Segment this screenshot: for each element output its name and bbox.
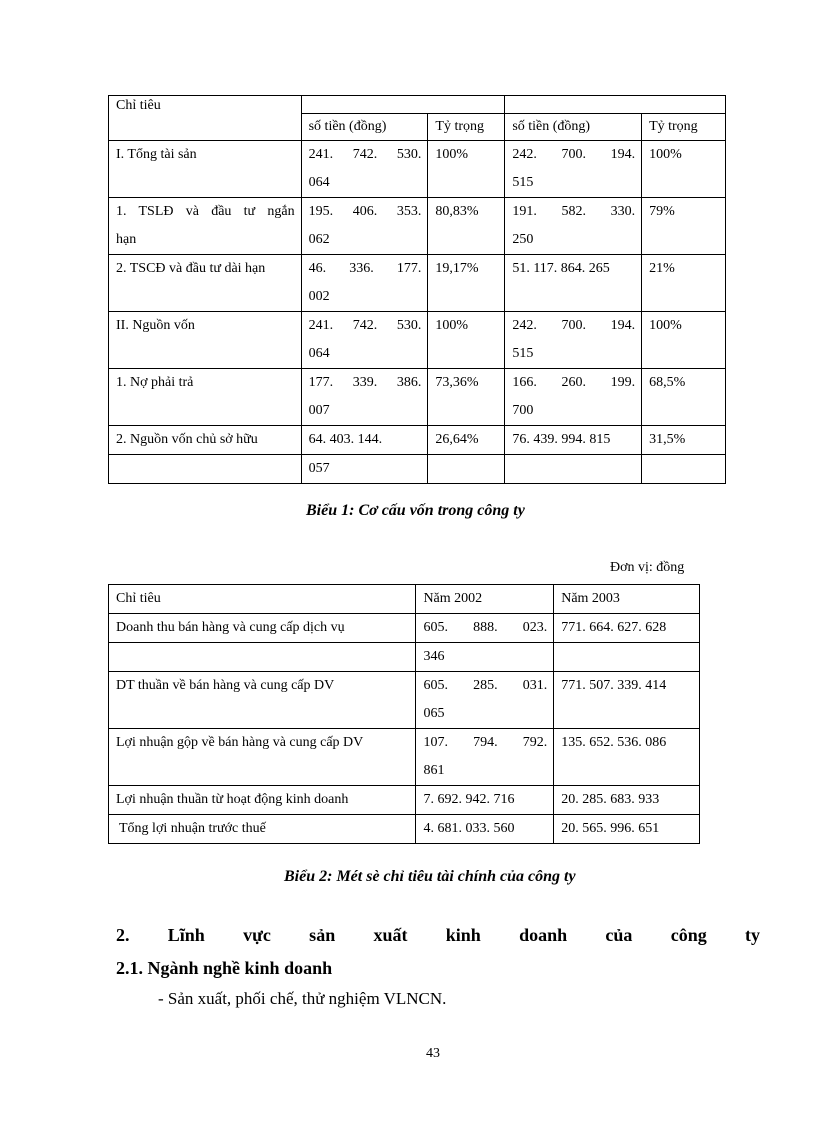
amount-line: 242. 700. 194. <box>512 318 636 333</box>
amount-cell <box>301 198 428 255</box>
empty-cell <box>428 455 505 484</box>
row-label: Tổng lợi nhuận trước thuế <box>109 815 416 844</box>
value-2003: 135. 652. 536. 086 <box>554 729 700 786</box>
value-2002: 4. 681. 033. 560 <box>416 815 554 844</box>
amount-line: 515 <box>512 346 534 361</box>
row-label: Doanh thu bán hàng và cung cấp dịch vụ <box>109 614 416 643</box>
row-label: II. Nguồn vốn <box>109 312 302 369</box>
value-2003: 20. 565. 996. 651 <box>554 815 700 844</box>
row-label-cell <box>109 198 302 255</box>
amount-line: 700 <box>512 403 534 418</box>
t1-col-ratio: Tỷ trọng <box>642 114 726 141</box>
amount-line: 515 <box>512 175 534 190</box>
amount-line: 107. 794. 792. <box>423 735 548 750</box>
table-row <box>109 643 700 672</box>
row-label: Lợi nhuận thuần từ hoạt động kinh doanh <box>109 786 416 815</box>
empty-cell <box>505 455 642 484</box>
t1-header-year2 <box>505 96 726 114</box>
amount-line: 007 <box>308 403 330 418</box>
row-label: 1. Nợ phải trả <box>109 369 302 426</box>
value-2002-cont: 346 <box>416 643 554 672</box>
amount-line: 241. 742. 530. <box>308 147 422 162</box>
empty-cell <box>554 643 700 672</box>
row-label: I. Tổng tài sản <box>109 141 302 198</box>
value-2003: 20. 285. 683. 933 <box>554 786 700 815</box>
row-label: DT thuần về bán hàng và cung cấp DV <box>109 672 416 729</box>
table-row <box>109 729 700 786</box>
ratio-cell: 79% <box>642 198 726 255</box>
value-2002 <box>416 729 554 786</box>
amount-cell: 76. 439. 994. 815 <box>505 426 642 455</box>
ratio-cell: 100% <box>428 312 505 369</box>
t1-col-amount: số tiền (đồng) <box>301 114 428 141</box>
value-2002 <box>416 672 554 729</box>
amount-cell <box>505 312 642 369</box>
page-number: 43 <box>426 1046 440 1061</box>
amount-line: 002 <box>308 289 330 304</box>
value-2002: 7. 692. 942. 716 <box>416 786 554 815</box>
ratio-cell: 100% <box>428 141 505 198</box>
amount-line: 177. 339. 386. <box>308 375 422 390</box>
empty-cell <box>642 455 726 484</box>
table-row <box>109 786 700 815</box>
amount-cell <box>505 369 642 426</box>
table-row <box>109 312 726 369</box>
caption-2: Biểu 2: Mét sè chỉ tiêu tài chính của công ty <box>284 868 576 885</box>
empty-cell <box>109 455 302 484</box>
amount-cell <box>505 141 642 198</box>
t2-col-2002: Năm 2002 <box>416 585 554 614</box>
value-2002: 605. 888. 023. <box>416 614 554 643</box>
capital-structure-table <box>108 95 726 484</box>
row-label: Lợi nhuận gộp về bán hàng và cung cấp DV <box>109 729 416 786</box>
t1-col-ratio: Tỷ trọng <box>428 114 505 141</box>
amount-cell <box>301 141 428 198</box>
amount-line: 064 <box>308 346 330 361</box>
section-heading: 2. Lĩnh vực sản xuất kinh doanh của công ty <box>116 925 760 945</box>
table-row <box>109 198 726 255</box>
ratio-cell: 73,36% <box>428 369 505 426</box>
ratio-cell: 26,64% <box>428 426 505 455</box>
ratio-cell: 80,83% <box>428 198 505 255</box>
amount-line: 065 <box>423 706 445 721</box>
amount-line: 241. 742. 530. <box>308 318 422 333</box>
amount-line: 46. 336. 177. <box>308 261 422 276</box>
amount-line: 861 <box>423 763 445 778</box>
t1-header-year1 <box>301 96 505 114</box>
ratio-cell: 31,5% <box>642 426 726 455</box>
row-label: hạn <box>116 232 137 247</box>
amount-cell <box>301 312 428 369</box>
caption-1: Biểu 1: Cơ cấu vốn trong công ty <box>306 502 525 519</box>
amount-cell: 057 <box>301 455 428 484</box>
table-row <box>109 255 726 312</box>
empty-cell <box>109 643 416 672</box>
table-row <box>109 141 726 198</box>
table-row <box>109 455 726 484</box>
t2-col-2003: Năm 2003 <box>554 585 700 614</box>
row-label: 2. Nguồn vốn chủ sở hữu <box>109 426 302 455</box>
amount-line: 250 <box>512 232 534 247</box>
amount-cell <box>301 369 428 426</box>
amount-cell <box>301 255 428 312</box>
row-label: 2. TSCĐ và đầu tư dài hạn <box>109 255 302 312</box>
value-2003: 771. 507. 339. 414 <box>554 672 700 729</box>
table-row <box>109 426 726 455</box>
amount-line: 605. 285. 031. <box>423 678 548 693</box>
table-row <box>109 614 700 643</box>
amount-line: 242. 700. 194. <box>512 147 636 162</box>
amount-line: 062 <box>308 232 330 247</box>
t1-header-label: Chỉ tiêu <box>109 96 302 141</box>
t1-col-amount: số tiền (đồng) <box>505 114 642 141</box>
subsection-heading: 2.1. Ngành nghề kinh doanh <box>116 958 333 978</box>
ratio-cell: 21% <box>642 255 726 312</box>
ratio-cell: 19,17% <box>428 255 505 312</box>
financial-indicators-table <box>108 584 700 844</box>
ratio-cell: 100% <box>642 141 726 198</box>
unit-label: Đơn vị: đồng <box>610 560 685 575</box>
bullet-text: - Sản xuất, phối chế, thử nghiệm VLNCN. <box>158 989 447 1008</box>
amount-line: 064 <box>308 175 330 190</box>
amount-line: 191. 582. 330. <box>512 204 636 219</box>
value-2003: 771. 664. 627. 628 <box>554 614 700 643</box>
ratio-cell: 100% <box>642 312 726 369</box>
ratio-cell: 68,5% <box>642 369 726 426</box>
amount-line: 195. 406. 353. <box>308 204 422 219</box>
table-row <box>109 815 700 844</box>
amount-cell: 64. 403. 144. <box>301 426 428 455</box>
t2-header-label: Chỉ tiêu <box>109 585 416 614</box>
amount-cell <box>505 198 642 255</box>
row-label: 1. TSLĐ và đầu tư ngắn <box>116 204 295 219</box>
table-row <box>109 369 726 426</box>
amount-cell: 51. 117. 864. 265 <box>505 255 642 312</box>
amount-line: 166. 260. 199. <box>512 375 636 390</box>
table-row <box>109 672 700 729</box>
